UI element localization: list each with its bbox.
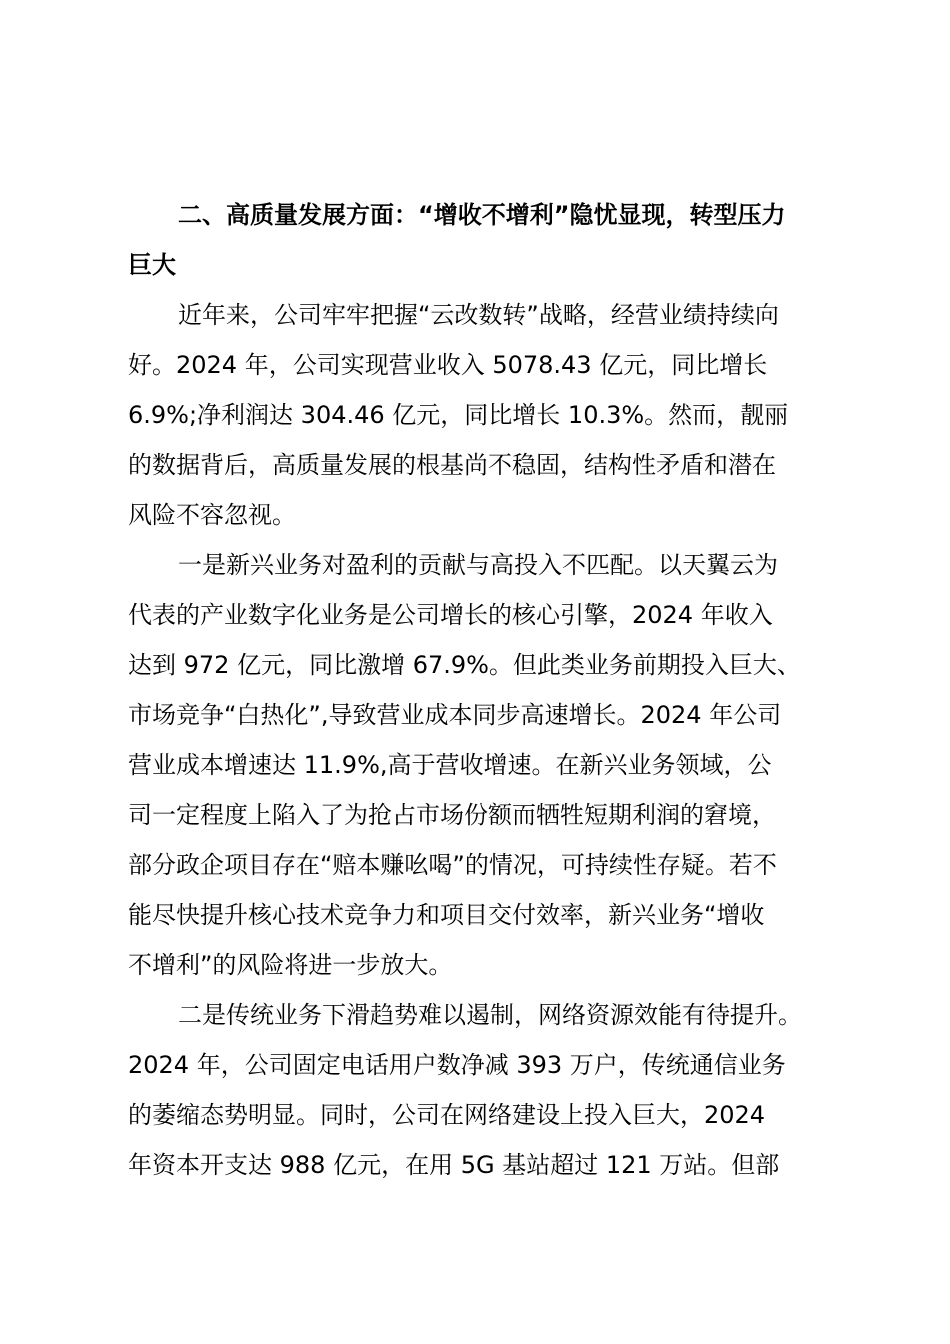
paragraph-line: 不增利”的风险将进一步放大。 bbox=[128, 951, 453, 979]
heading-line: 二、高质量发展方面：“增收不增利”隐忧显现，转型压力 bbox=[178, 201, 786, 229]
paragraph-line: 市场竞争“白热化”,导致营业成本同步高速增长。2024 年公司 bbox=[128, 701, 782, 729]
paragraph-emerging-business bbox=[128, 540, 828, 990]
paragraph-intro bbox=[128, 290, 828, 540]
paragraph-line: 风险不容忽视。 bbox=[128, 501, 296, 529]
document-body bbox=[128, 190, 828, 1190]
paragraph-line: 年资本开支达 988 亿元，在用 5G 基站超过 121 万站。但部 bbox=[128, 1151, 780, 1179]
section-heading bbox=[128, 190, 828, 290]
paragraph-line: 一是新兴业务对盈利的贡献与高投入不匹配。以天翼云为 bbox=[178, 551, 778, 579]
paragraph-line: 6.9%;净利润达 304.46 亿元，同比增长 10.3%。然而，靓丽 bbox=[128, 401, 789, 429]
paragraph-line: 的萎缩态势明显。同时，公司在网络建设上投入巨大，2024 bbox=[128, 1101, 766, 1129]
paragraph-line: 能尽快提升核心技术竞争力和项目交付效率，新兴业务“增收 bbox=[128, 901, 765, 929]
paragraph-line: 达到 972 亿元，同比激增 67.9%。但此类业务前期投入巨大、 bbox=[128, 651, 801, 679]
paragraph-line: 二是传统业务下滑趋势难以遏制，网络资源效能有待提升。 bbox=[178, 1001, 802, 1029]
paragraph-line: 部分政企项目存在“赔本赚吆喝”的情况，可持续性存疑。若不 bbox=[128, 851, 777, 879]
paragraph-line: 的数据背后，高质量发展的根基尚不稳固，结构性矛盾和潜在 bbox=[128, 451, 776, 479]
paragraph-line: 司一定程度上陷入了为抢占市场份额而牺牲短期利润的窘境， bbox=[128, 801, 776, 829]
paragraph-traditional-business bbox=[128, 990, 828, 1190]
paragraph-line: 代表的产业数字化业务是公司增长的核心引擎，2024 年收入 bbox=[128, 601, 773, 629]
paragraph-line: 近年来，公司牢牢把握“云改数转”战略，经营业绩持续向 bbox=[178, 301, 779, 329]
paragraph-line: 营业成本增速达 11.9%,高于营收增速。在新兴业务领域，公 bbox=[128, 751, 772, 779]
paragraph-line: 2024 年，公司固定电话用户数净减 393 万户，传统通信业务 bbox=[128, 1051, 786, 1079]
heading-line: 巨大 bbox=[128, 251, 176, 279]
paragraph-line: 好。2024 年，公司实现营业收入 5078.43 亿元，同比增长 bbox=[128, 351, 768, 379]
